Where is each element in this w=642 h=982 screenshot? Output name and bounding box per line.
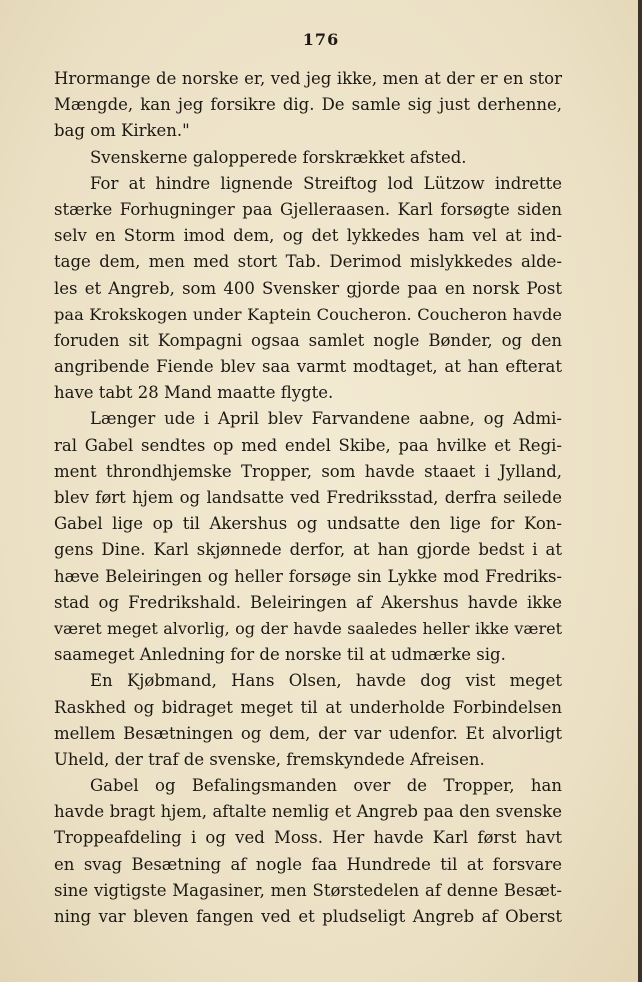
text-line: blev ført hjem og landsatte ved Fredriksstad, derfra seilede: [54, 488, 562, 507]
page-number: 176: [302, 30, 340, 49]
text-line: En Kjøbmand, Hans Olsen, havde dog vist meget: [90, 671, 562, 691]
text-line: Svenskerne galopperede forskrækket afsted.: [90, 147, 467, 167]
text-line: Længer ude i April blev Farvandene aabne, og Admi-: [90, 409, 562, 429]
text-line: hæve Beleiringen og heller forsøge sin Lykke mod Fredriks-: [54, 566, 562, 586]
page-edge-shadow: [638, 0, 642, 982]
text-line: les et Angreb, som 400 Svensker gjorde paa en norsk Post: [54, 278, 562, 298]
text-line: havde bragt hjem, aftalte nemlig et Angreb paa den svenske: [54, 802, 562, 822]
text-line: Hrormange de norske er, ved jeg ikke, men at der er en stor: [54, 69, 562, 88]
text-line: en svag Besætning af nogle faa Hundrede til at forsvare: [54, 854, 562, 874]
text-line: været meget alvorlig, og der havde saaledes heller ikke været: [54, 618, 562, 638]
text-line: gens Dine. Karl skjønnede derfor, at han gjorde bedst i at: [54, 540, 562, 560]
body-text: [54, 66, 562, 930]
text-line: foruden sit Kompagni ogsaa samlet nogle Bønder, og den: [54, 330, 562, 350]
text-line: mellem Besætningen og dem, der var udenfor. Et alvorligt: [54, 723, 562, 743]
text-line: ning var bleven fangen ved et pludseligt Angreb af Oberst: [54, 907, 562, 926]
text-line: For at hindre lignende Streiftog lod Lützow indrette: [90, 173, 562, 193]
text-line: ment throndhjemske Tropper, som havde staaet i Jylland,: [54, 461, 562, 481]
text-line: sine vigtigste Magasiner, men Størstedelen af denne Besæt-: [54, 880, 562, 900]
text-line: paa Krokskogen under Kaptein Coucheron. Coucheron havde: [54, 304, 562, 324]
text-line: Uheld, der traf de svenske, fremskyndede Afreisen.: [54, 749, 485, 769]
text-line: selv en Storm imod dem, og det lykkedes ham vel at ind-: [54, 226, 562, 246]
text-line: Troppeafdeling i og ved Moss. Her havde Karl først havt: [54, 828, 562, 848]
text-line: Gabel lige op til Akershus og undsatte den lige for Kon-: [54, 514, 562, 534]
text-line: tage dem, men med stort Tab. Derimod mislykkedes alde-: [54, 252, 562, 272]
text-line: Raskhed og bidraget meget til at underholde Forbindelsen: [54, 697, 562, 717]
text-line: Gabel og Befalingsmanden over de Tropper, han: [90, 776, 562, 796]
text-line: stad og Fredrikshald. Beleiringen af Akershus havde ikke: [54, 592, 562, 612]
text-line: angribende Fiende blev saa varmt modtaget, at han efterat: [54, 357, 562, 377]
text-line: stærke Forhugninger paa Gjelleraasen. Karl forsøgte siden: [54, 199, 562, 219]
text-line: bag om Kirken.": [54, 121, 190, 141]
text-line: saameget Anledning for de norske til at udmærke sig.: [54, 645, 506, 665]
text-line: ral Gabel sendtes op med endel Skibe, paa hvilke et Regi-: [54, 435, 562, 455]
text-line: have tabt 28 Mand maatte flygte.: [54, 383, 334, 403]
text-line: Mængde, kan jeg forsikre dig. De samle sig just derhenne,: [54, 95, 562, 115]
